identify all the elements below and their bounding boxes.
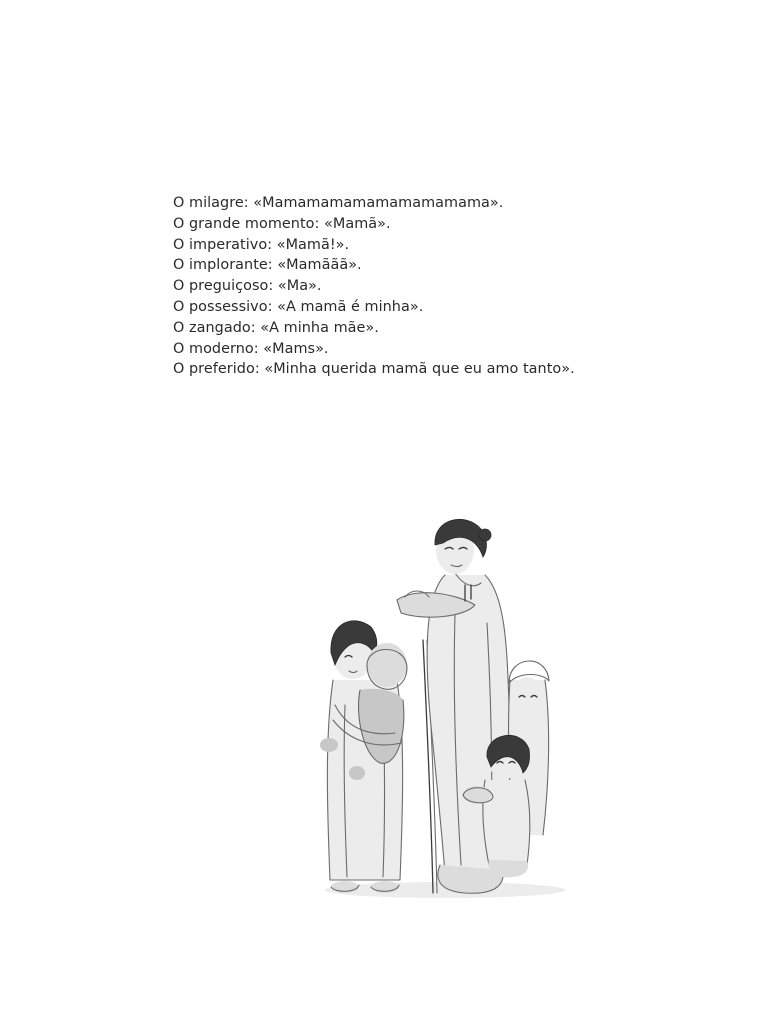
poem-line-milagre: O milagre: «Mamamamamamamamamama». xyxy=(173,195,504,211)
poem-text-block xyxy=(173,193,693,380)
poem-line-preguicoso: O preguiçoso: «Ma». xyxy=(173,278,322,295)
poem-line-possessivo: O possessivo: «A mamã é minha». xyxy=(173,298,424,315)
poem-line-implorante: O implorante: «Mamããã». xyxy=(173,257,362,274)
family-sketch-icon xyxy=(305,505,575,905)
poem-line-moderno: O moderno: «Mams». xyxy=(173,340,329,357)
poem-line-preferido: O preferido: «Minha querida mamã que eu amo tanto». xyxy=(173,361,575,378)
poem-line-grande-momento: O grande momento: «Mamã». xyxy=(173,215,391,232)
poem-line-imperativo: O imperativo: «Mamã!». xyxy=(173,236,350,253)
family-sketch-illustration xyxy=(305,505,575,905)
poem-line-zangado: O zangado: «A minha mãe». xyxy=(173,319,379,336)
